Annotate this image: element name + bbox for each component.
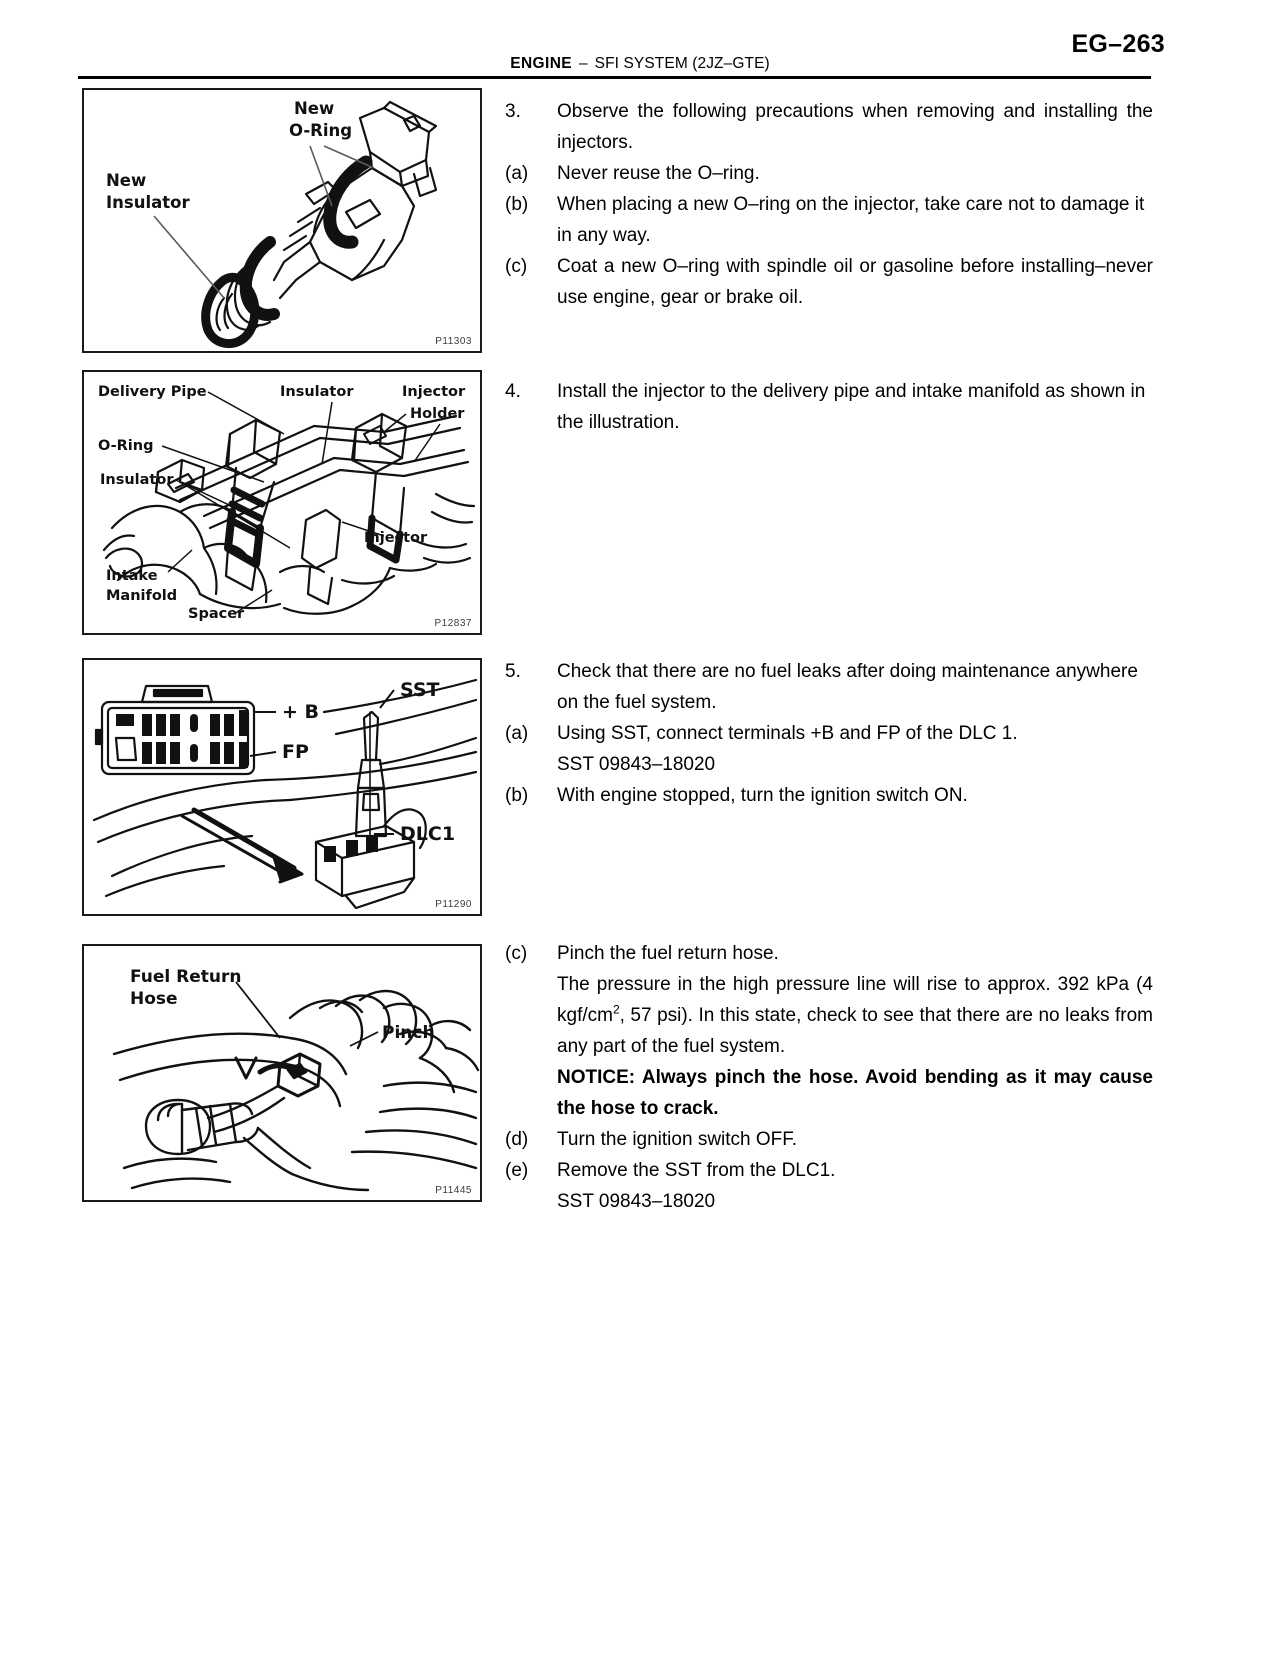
figure-label: Manifold: [106, 588, 178, 604]
figure-delivery-pipe-drawing: [84, 372, 480, 633]
step-3c: [505, 251, 1153, 313]
figure-code: P11303: [435, 336, 472, 347]
figure-label: Holder: [410, 406, 465, 422]
step-text: Pinch the fuel return hose.: [557, 943, 779, 964]
figure-injector-oring-labels: [106, 99, 352, 212]
sst-part-number: SST 09843–18020: [557, 754, 716, 775]
figure-code: P12837: [434, 618, 472, 629]
step-3a: [505, 158, 1153, 189]
pressure-superscript: 2: [612, 1002, 620, 1017]
step-e: [505, 1155, 1153, 1217]
figure-delivery-pipe-assembly: [82, 370, 482, 635]
step-marker: (b): [505, 194, 529, 215]
figure-label: Hose: [130, 989, 178, 1009]
step-marker: (e): [505, 1160, 529, 1181]
step-d: [505, 1124, 1153, 1155]
header-engine-label: ENGINE: [510, 55, 573, 72]
figure-label: New: [294, 99, 335, 118]
step-marker: (d): [505, 1129, 529, 1150]
figure-injector-oring: [82, 88, 482, 353]
figure-delivery-pipe-labels: [98, 384, 466, 622]
figure-label: Fuel Return: [130, 967, 242, 987]
step-text: Coat a new O–ring with spindle oil or gasoline before installing–never use engine, gear or brake oil.: [557, 256, 1153, 308]
figure-label: Insulator: [100, 472, 174, 488]
figure-label: New: [106, 171, 147, 190]
step-3-block: [505, 96, 1153, 313]
step-marker: (a): [505, 163, 529, 184]
step-c-block: [505, 938, 1153, 1217]
header-system-label: SFI SYSTEM (2JZ–GTE): [594, 55, 770, 72]
figure-fuel-return-hose: [82, 944, 482, 1202]
figure-injector-oring-drawing: [84, 90, 480, 351]
figure-label: Intake: [106, 568, 158, 584]
step-5-block: [505, 656, 1153, 811]
step-text: Check that there are no fuel leaks after doing maintenance anywhere on the fuel system.: [557, 661, 1138, 713]
figure-code: P11290: [435, 899, 472, 910]
figure-dlc1-sst: [82, 658, 482, 916]
notice-text: NOTICE: Always pinch the hose. Avoid bending as it may cause the hose to crack.: [557, 1067, 1153, 1119]
figure-label: Insulator: [280, 384, 354, 400]
step-text: With engine stopped, turn the ignition switch ON.: [557, 785, 968, 806]
step-3b: [505, 189, 1153, 251]
step-text: Remove the SST from the DLC1.: [557, 1160, 836, 1181]
figure-label: FP: [282, 741, 309, 763]
header-divider: [78, 76, 1151, 79]
step-marker: (b): [505, 785, 529, 806]
step-4-block: [505, 376, 1153, 438]
step-text: Observe the following precautions when removing and installing the injectors.: [557, 101, 1153, 153]
step-marker: 4.: [505, 381, 521, 402]
pressure-paragraph: [557, 969, 1153, 1062]
page-header: [0, 0, 1280, 80]
figure-label: + B: [282, 701, 320, 723]
step-5a: [505, 718, 1153, 780]
pressure-text-post: , 57 psi). In this state, check to see that there are no leaks from any part of the fuel system.: [557, 1005, 1153, 1057]
figure-label: DLC1: [400, 823, 456, 845]
step-4: [505, 376, 1153, 438]
step-marker: (c): [505, 256, 528, 277]
figure-label: O-Ring: [98, 438, 154, 454]
step-c: [505, 938, 1153, 1124]
figure-label: Insulator: [106, 193, 190, 212]
step-text: Turn the ignition switch OFF.: [557, 1129, 798, 1150]
figure-leader-lines: [154, 146, 374, 298]
figure-label: Injector: [402, 384, 466, 400]
figure-label: Injector: [364, 530, 428, 546]
step-marker: 3.: [505, 101, 521, 122]
step-5b: [505, 780, 1153, 811]
step-text: When placing a new O–ring on the injector, take care not to damage it in any way.: [557, 194, 1145, 246]
step-marker: (a): [505, 723, 529, 744]
step-5: [505, 656, 1153, 718]
page-number: EG–263: [1071, 30, 1165, 58]
figure-fuel-return-drawing: [84, 946, 480, 1200]
figure-label: Delivery Pipe: [98, 384, 207, 400]
figure-code: P11445: [435, 1185, 472, 1196]
step-text: Install the injector to the delivery pipe and intake manifold as shown in the illustration.: [557, 381, 1146, 433]
figure-label: Pinch: [382, 1023, 435, 1043]
header-dash: –: [579, 55, 588, 72]
step-marker: (c): [505, 943, 528, 964]
step-text: Never reuse the O–ring.: [557, 163, 760, 184]
sst-part-number: SST 09843–18020: [557, 1191, 716, 1212]
pressure-text-pre: The pressure in the high pressure line will rise to approx. 392 kPa (4 kgf/cm: [557, 974, 1153, 1026]
figure-dlc1-drawing: [84, 660, 480, 914]
step-marker: 5.: [505, 661, 521, 682]
figure-label: O-Ring: [289, 121, 353, 140]
header-breadcrumb: [0, 55, 1280, 73]
figure-leader-lines: [162, 392, 440, 614]
figure-label: Spacer: [188, 606, 245, 622]
step-text: Using SST, connect terminals +B and FP of the DLC 1.: [557, 723, 1018, 744]
step-3: [505, 96, 1153, 158]
figure-label: SST: [400, 679, 440, 701]
